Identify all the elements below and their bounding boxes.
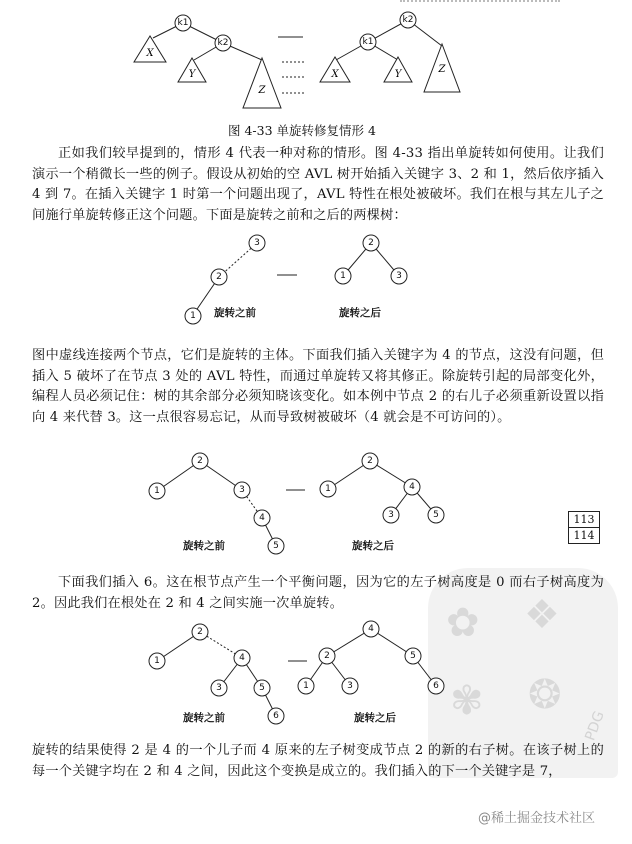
svg-text:4: 4 [368, 624, 374, 634]
svg-text:k2: k2 [402, 15, 414, 25]
site-watermark: @稀土掘金技术社区 [478, 811, 596, 826]
label-after-2: 旋转之后 [352, 540, 394, 552]
svg-text:2: 2 [368, 238, 374, 248]
t3a-node-4 [363, 621, 379, 637]
svg-text:4: 4 [259, 513, 265, 523]
label-after-1: 旋转之后 [339, 307, 381, 319]
svg-text:1: 1 [325, 484, 331, 494]
svg-text:3: 3 [388, 510, 394, 520]
svg-text:2: 2 [197, 627, 203, 637]
svg-text:5: 5 [273, 541, 279, 551]
svg-text:5: 5 [259, 683, 265, 693]
svg-text:Y: Y [394, 69, 402, 80]
seal-pdg-text: PDG [582, 709, 608, 743]
t3b-node-2 [192, 624, 208, 640]
svg-text:2: 2 [216, 272, 222, 282]
paragraph-4: 旋转的结果使得 2 是 4 的一个儿子而 4 原来的左子树变成节点 2 的新的右子树。在该子树上的每一个关键字均在 2 和 4 之间，因此这个变换是成立的。我们插入的下一个关键字是 7， [32, 743, 604, 779]
paragraph-2: 图中虚线连接两个节点，它们是旋转的主体。下面我们插入关键字为 4 的节点，这没有问题，但插入 5 破坏了在节点 3 处的 AVL 特性，而通过单旋转又将其修正。除旋转引起的局部变化外，编程人员必须记住：树的其余部分必须知晓该变化。如本例中节点 2 的右儿子必须重新设置以指向 4 来代替 3。这一点很容易忘记，从而导致树被破坏（4 就会是不可访问的）。 [32, 348, 604, 425]
svg-text:2: 2 [324, 651, 330, 661]
svg-text:5: 5 [410, 651, 416, 661]
paragraph-3: 下面我们插入 6。这在根节点产生一个平衡问题，因为它的左子树高度是 0 而右子树高度为 2。因此我们在根处在 2 和 4 之间实施一次单旋转。 [32, 575, 604, 611]
svg-text:3: 3 [347, 681, 353, 691]
svg-text:3: 3 [254, 238, 260, 248]
t3a-node-5 [405, 648, 421, 664]
svg-text:3: 3 [396, 271, 402, 281]
t3b-node-3 [211, 680, 227, 696]
svg-text:Z: Z [438, 64, 446, 75]
figure-caption: 图 4-33 单旋转修复情形 4 [228, 123, 376, 138]
svg-text:1: 1 [154, 486, 160, 496]
page-number-top: 113 [573, 513, 595, 526]
t3a-node-3 [342, 678, 358, 694]
svg-text:5: 5 [433, 510, 439, 520]
label-before-3: 旋转之前 [183, 712, 225, 724]
label-after-3: 旋转之后 [354, 712, 396, 724]
label-before-1: 旋转之前 [214, 307, 256, 319]
seal-watermark: ✿ ❖ ✾ ❂ PDG [428, 568, 618, 778]
svg-text:X: X [331, 69, 339, 80]
svg-text:k2: k2 [217, 38, 229, 48]
svg-text:k1: k1 [177, 18, 189, 28]
svg-text:Z: Z [258, 85, 266, 96]
svg-text:k1: k1 [362, 37, 374, 47]
label-before-2: 旋转之前 [183, 540, 225, 552]
t3b-node-4 [234, 650, 250, 666]
svg-text:3: 3 [216, 683, 222, 693]
t3b-node-6 [268, 708, 284, 724]
svg-text:6: 6 [433, 681, 439, 691]
svg-text:1: 1 [154, 656, 160, 666]
svg-text:2: 2 [197, 456, 203, 466]
t3a-node-2 [319, 648, 335, 664]
svg-text:1: 1 [190, 311, 196, 321]
svg-text:3: 3 [239, 485, 245, 495]
t3a-node-1 [298, 678, 314, 694]
svg-text:X: X [146, 48, 154, 59]
t3a-node-6 [428, 678, 444, 694]
svg-text:1: 1 [340, 271, 346, 281]
svg-text:Y: Y [188, 69, 196, 80]
svg-text:4: 4 [239, 653, 245, 663]
svg-text:4: 4 [409, 482, 415, 492]
paragraph-1: 正如我们较早提到的，情形 4 代表一种对称的情形。图 4-33 指出单旋转如何使用。让我们演示一个稍微长一些的例子。假设从初始的空 AVL 树开始插入关键字 3、2 和 1，然后依序插入 4 到 7。在插入关键字 1 时第一个问题出现了，AVL 特性在根处被破坏。我们在根与其左儿子之间施行单旋转修正这个问题。下面是旋转之前和之后的两棵树： [32, 146, 604, 223]
page-number-bottom: 114 [569, 527, 599, 543]
t3b-node-5 [254, 680, 270, 696]
svg-text:2: 2 [367, 456, 373, 466]
svg-text:1: 1 [303, 681, 309, 691]
svg-text:6: 6 [273, 711, 279, 721]
t3b-node-1 [149, 653, 165, 669]
